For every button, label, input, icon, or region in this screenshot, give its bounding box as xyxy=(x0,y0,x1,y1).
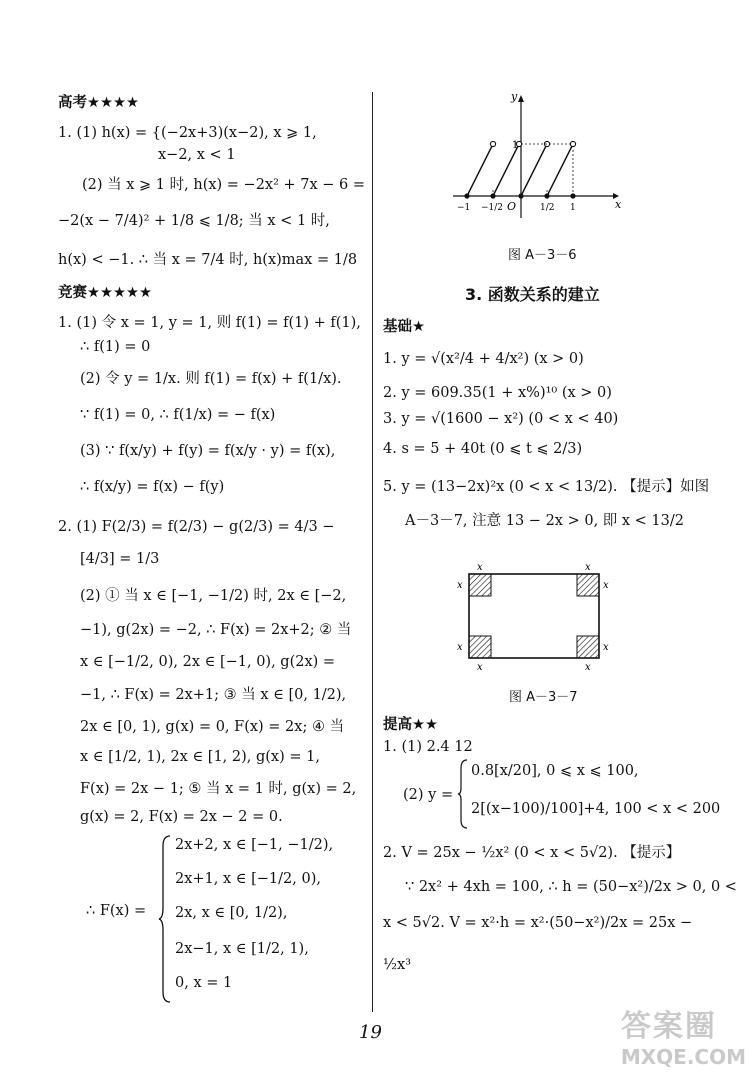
heading-gaokao: 高考★★★★ xyxy=(58,95,139,111)
fig1-mh-label: −1/2 xyxy=(481,203,504,213)
t2-line3: x < 5√2. V = x²·h = x²·(50−x²)/2x = 25x − xyxy=(383,915,693,931)
section-title: 3. 函数关系的建立 xyxy=(465,285,600,304)
j2-case-lhs: ∴ F(x) = xyxy=(86,903,147,919)
fig1-one-y-label: 1 xyxy=(512,140,519,151)
figure-a-3-6 xyxy=(453,92,633,222)
j1-line3: (2) 令 y = 1/x. 则 f(1) = f(x) + f(1/x). xyxy=(80,371,342,387)
j2-case5: 0, x = 1 xyxy=(175,975,233,991)
watermark-logo xyxy=(621,1001,746,1069)
heading-tigao: 提高★★ xyxy=(383,717,438,733)
watermark-line2: MXQE.COM xyxy=(620,1045,746,1069)
b3: 3. y = √(1600 − x²) (0 < x < 40) xyxy=(383,411,619,427)
g1-line1: 1. (1) h(x) = {(−2x+3)(x−2), x ⩾ 1, xyxy=(58,125,317,141)
fig1-m1-label: −1 xyxy=(457,203,471,213)
b1: 1. y = √(x²/4 + 4/x²) (x > 0) xyxy=(383,351,584,367)
t1-case1: 0.8[x/20], 0 ⩽ x ⩽ 100, xyxy=(471,763,639,779)
j2-case3: 2x, x ∈ [0, 1/2), xyxy=(175,905,288,921)
page-number: 19 xyxy=(359,1022,382,1043)
j1-line6: ∴ f(x/y) = f(x) − f(y) xyxy=(80,479,225,495)
j2-line9: F(x) = 2x − 1; ⑤ 当 x = 1 时, g(x) = 2, xyxy=(80,781,357,797)
b5-line2: A－3－7, 注意 13 − 2x > 0, 即 x < 13/2 xyxy=(405,513,684,529)
fig2-x-bl-left: x xyxy=(457,642,463,653)
j1-line5: (3) ∵ f(x/y) + f(y) = f(x/y · y) = f(x), xyxy=(80,443,336,459)
t1-case2: 2[(x−100)/100]+4, 100 < x < 200 xyxy=(471,801,721,817)
j2-line6: −1, ∴ F(x) = 2x+1; ③ 当 x ∈ [0, 1/2), xyxy=(80,687,347,703)
fig1-x-label: x xyxy=(615,198,622,211)
g1-line5: h(x) < −1. ∴ 当 x = 7/4 时, h(x)max = 1/8 xyxy=(58,252,358,268)
g1-line4: −2(x − 7/4)² + 1/8 ⩽ 1/8; 当 x < 1 时, xyxy=(58,213,330,229)
fig2-caption: 图 A－3－7 xyxy=(509,690,578,705)
j2-line7: 2x ∈ [0, 1), g(x) = 0, F(x) = 2x; ④ 当 xyxy=(80,719,345,735)
fig1-y-label: y xyxy=(511,92,518,103)
fig2-x-tr-top: x xyxy=(585,562,591,573)
j2-line1: 2. (1) F(2/3) = f(2/3) − g(2/3) = 4/3 − xyxy=(58,519,335,535)
t2-line1: 2. V = 25x − ½x² (0 < x < 5√2). 【提示】 xyxy=(383,845,681,861)
t1-brace-icon xyxy=(457,758,469,830)
heading-jingsai: 竞赛★★★★★ xyxy=(58,285,152,301)
j1-line1: 1. (1) 令 x = 1, y = 1, 则 f(1) = f(1) + f(1), xyxy=(58,315,361,331)
t1-line1: 1. (1) 2.4 12 xyxy=(383,739,473,755)
fig2-x-bl-bottom: x xyxy=(477,662,483,672)
j2-line2: [4/3] = 1/3 xyxy=(80,551,160,567)
b2: 2. y = 609.35(1 + x%)¹⁰ (x > 0) xyxy=(383,385,612,401)
fig2-x-tr-right: x xyxy=(603,580,609,591)
g1-line3: (2) 当 x ⩾ 1 时, h(x) = −2x² + 7x − 6 = xyxy=(82,177,366,193)
g1-line2: x−2, x < 1 xyxy=(158,147,236,163)
fig1-p1-label: 1 xyxy=(570,203,576,213)
figure-a-3-7 xyxy=(455,560,615,672)
fig1-caption: 图 A－3－6 xyxy=(508,248,577,263)
fig2-x-tl-top: x xyxy=(477,562,483,573)
fig2-x-br-right: x xyxy=(603,642,609,653)
j2-line4: −1), g(2x) = −2, ∴ F(x) = 2x+2; ② 当 xyxy=(80,622,352,638)
heading-jichu: 基础★ xyxy=(383,319,425,335)
t2-line4: ½x³ xyxy=(383,957,412,973)
b4: 4. s = 5 + 40t (0 ⩽ t ⩽ 2/3) xyxy=(383,441,583,457)
fig2-x-tl-left: x xyxy=(457,580,463,591)
j2-line8: x ∈ [1/2, 1), 2x ∈ [1, 2), g(x) = 1, xyxy=(80,749,320,765)
column-divider xyxy=(372,92,373,1012)
j2-case2: 2x+1, x ∈ [−1/2, 0), xyxy=(175,871,321,887)
fig2-x-br-bottom: x xyxy=(585,662,591,672)
j1-line4: ∵ f(1) = 0, ∴ f(1/x) = − f(x) xyxy=(80,407,276,423)
fig1-origin-label: O xyxy=(507,200,517,213)
j1-line2: ∴ f(1) = 0 xyxy=(80,339,151,355)
j2-line3: (2) ① 当 x ∈ [−1, −1/2) 时, 2x ∈ [−2, xyxy=(80,588,347,604)
j2-line10: g(x) = 2, F(x) = 2x − 2 = 0. xyxy=(80,809,283,825)
t1-case-lhs: (2) y = xyxy=(403,787,454,803)
watermark-line1: 答案圈 xyxy=(620,1009,717,1044)
j2-case4: 2x−1, x ∈ [1/2, 1), xyxy=(175,941,309,957)
t2-line2: ∵ 2x² + 4xh = 100, ∴ h = (50−x²)/2x > 0, 0 < xyxy=(405,879,737,895)
fig1-h-label: 1/2 xyxy=(540,203,555,213)
j2-line5: x ∈ [−1/2, 0), 2x ∈ [−1, 0), g(2x) = xyxy=(80,654,336,670)
b5-line1: 5. y = (13−2x)²x (0 < x < 13/2). 【提示】如图 xyxy=(383,479,710,495)
case-brace-icon xyxy=(158,834,172,1004)
j2-case1: 2x+2, x ∈ [−1, −1/2), xyxy=(175,837,334,853)
